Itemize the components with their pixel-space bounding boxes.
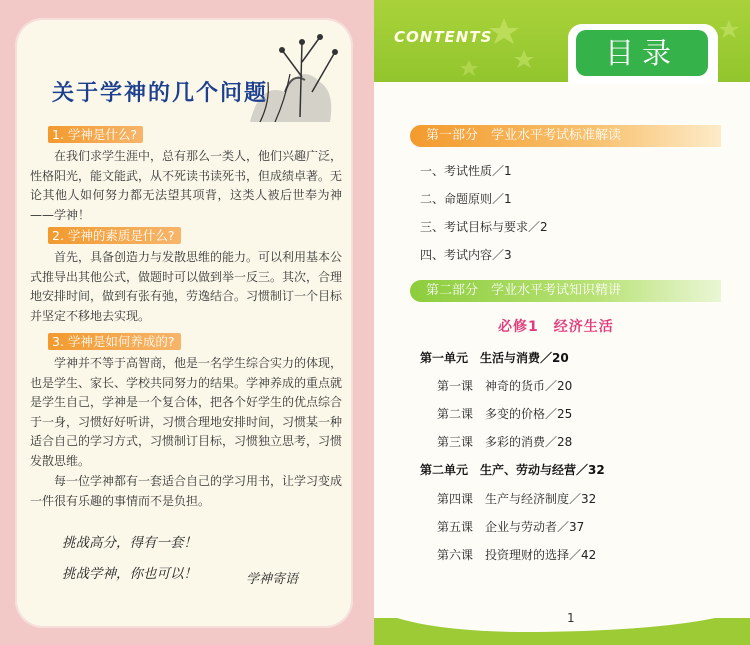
handwritten-line-1: 挑战高分，得有一套！ [62, 535, 197, 551]
question-label-2: 2. 学神的素质是什么? [48, 227, 181, 244]
toc-item: 三、考试目标与要求／2 [420, 220, 548, 234]
lesson-item: 第四课 生产与经济制度／32 [437, 492, 597, 506]
question-label-3: 3. 学神是如何养成的? [48, 333, 181, 350]
lesson-item: 第三课 多彩的消费／28 [437, 435, 573, 449]
lesson-item: 第一课 神奇的货币／20 [437, 379, 573, 393]
question-label-1: 1. 学神是什么? [48, 126, 143, 143]
paragraph-1-text: 在我们求学生涯中，总有那么一类人，他们兴趣广泛，性格阳光，能文能武，从不死读书读死书，但成绩卓著。无论其他人如何努力都无法望其项背，这类人被后世奉为神——学神！ [30, 149, 343, 222]
paragraph-3 [30, 354, 342, 471]
contents-heading: CONTENTS [394, 28, 493, 46]
paragraph-2-text: 首先，具备创造力与发散思维的能力。可以利用基本公式推导出其他公式，做题时可以做到举一反三。其次，合理地安排时间，做到有张有弛，劳逸结合。习惯制订一个目标并坚定不移地去实现。 [30, 250, 343, 323]
toc-item: 二、命题原则／1 [420, 192, 512, 206]
lesson-item: 第五课 企业与劳动者／37 [437, 520, 585, 534]
signature: 学神寄语 [246, 572, 299, 587]
paragraph-2 [30, 248, 342, 326]
mulu-badge: 目录 [576, 30, 708, 76]
part2-bar: 第二部分 学业水平考试知识精讲 [410, 280, 721, 302]
paragraph-4-text: 每一位学神都有一套适合自己的学习用书，让学习变成一件很有乐趣的事情而不是负担。 [30, 474, 343, 508]
lesson-item: 第二课 多变的价格／25 [437, 407, 573, 421]
module-heading: 必修1 经济生活 [498, 319, 614, 335]
paragraph-3-text: 学神并不等于高智商，他是一名学生综合实力的体现，也是学生、家长、学校共同努力的结果。学神养成的重点就是学生自己，学神是一个复合体，把各个好学生的优点综合于一身，习惯好好听讲，习惯合理地安排时间，习惯某一种适合自己的学习方式，习惯制订目标，习惯独立思考，习惯发散思维。 [30, 356, 343, 468]
lesson-item: 第六课 投资理财的选择／42 [437, 548, 597, 562]
toc-item: 一、考试性质／1 [420, 164, 512, 178]
unit-heading-2: 第二单元 生产、劳动与经营／32 [420, 463, 605, 477]
toc-item: 四、考试内容／3 [420, 248, 512, 262]
article-title: 关于学神的几个问题 [52, 81, 269, 106]
page-number: 1 [567, 611, 575, 625]
paragraph-1 [30, 147, 342, 225]
part1-bar: 第一部分 学业水平考试标准解读 [410, 125, 721, 147]
unit-heading-1: 第一单元 生活与消费／20 [420, 351, 569, 365]
paragraph-4 [30, 472, 342, 511]
handwritten-line-2: 挑战学神，你也可以！ [62, 566, 197, 582]
